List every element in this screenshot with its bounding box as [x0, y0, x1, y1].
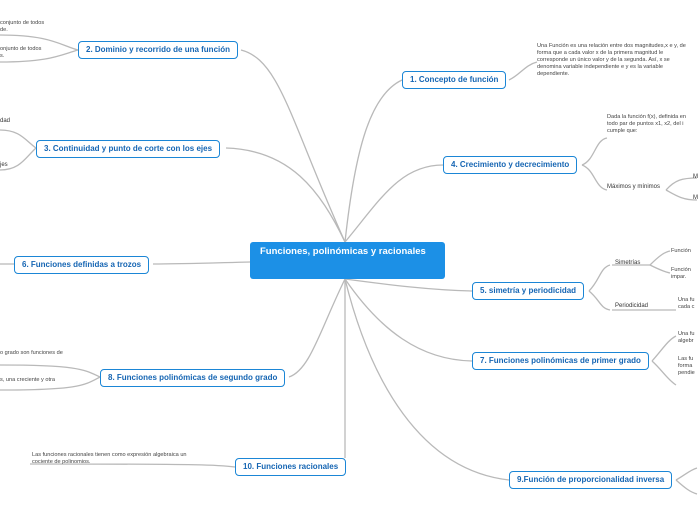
note-periodica: Una fu cada c — [678, 297, 695, 310]
note-concepto-funcion: Una Función es una relación entre dos magnitudes,x e y, de forma que a cada valor x de la primera magnitud le corresponde un único valor y de la segunda. Así, x se denomina variable independiente e y es la variable dependiente. — [537, 43, 686, 77]
note-primer-grado-a: Una fu algebr — [678, 331, 695, 344]
note-recorrido: onjunto de todos s. — [0, 46, 42, 59]
topic-primer-grado[interactable]: 7. Funciones polinómicas de primer grado — [472, 352, 649, 370]
note-minimo: M — [693, 195, 698, 201]
note-maximo: M — [693, 174, 698, 180]
note-corte-ejes: jes — [0, 162, 8, 168]
topic-segundo-grado[interactable]: 8. Funciones polinómicas de segundo grado — [100, 369, 285, 387]
note-crecimiento: Dada la función f(x), definida en todo par de puntos x1, x2, del i cumple que: — [607, 114, 686, 134]
note-funcion-impar: Función impar. — [671, 267, 691, 280]
note-dominio: conjunto de todos de. — [0, 20, 45, 33]
topic-funciones-racionales[interactable]: 10. Funciones racionales — [235, 458, 346, 476]
topic-simetria[interactable]: 5. simetría y periodicidad — [472, 282, 584, 300]
note-funcion-par: Función — [671, 248, 691, 254]
topic-proporcionalidad-inversa[interactable]: 9.Función de proporcionalidad inversa — [509, 471, 672, 489]
topic-continuidad[interactable]: 3. Continuidad y punto de corte con los ejes — [36, 140, 220, 158]
topic-concepto-de-funcion[interactable]: 1. Concepto de función — [402, 71, 506, 89]
topic-dominio-y-recorrido[interactable]: 2. Dominio y recorrido de una función — [78, 41, 238, 59]
note-primer-grado-b: Las fu forma pendie — [678, 356, 695, 376]
note-segundo-grado-b: s, una creciente y otra — [0, 377, 56, 383]
note-periodicidad: Periodicidad — [615, 303, 649, 309]
note-funciones-racionales: Las funciones racionales tienen como expresión algebraica un cociente de polinomios. — [32, 452, 187, 465]
note-continuidad: dad — [0, 118, 11, 124]
note-segundo-grado-a: o grado son funciones de — [0, 350, 63, 356]
note-maximos-minimos: Máximos y mínimos — [607, 184, 661, 190]
topic-crecimiento[interactable]: 4. Crecimiento y decrecimiento — [443, 156, 577, 174]
central-topic[interactable]: Funciones, polinómicas y racionales — [250, 242, 445, 279]
topic-funciones-a-trozos[interactable]: 6. Funciones definidas a trozos — [14, 256, 149, 274]
note-simetrias: Simetrías — [615, 260, 641, 266]
